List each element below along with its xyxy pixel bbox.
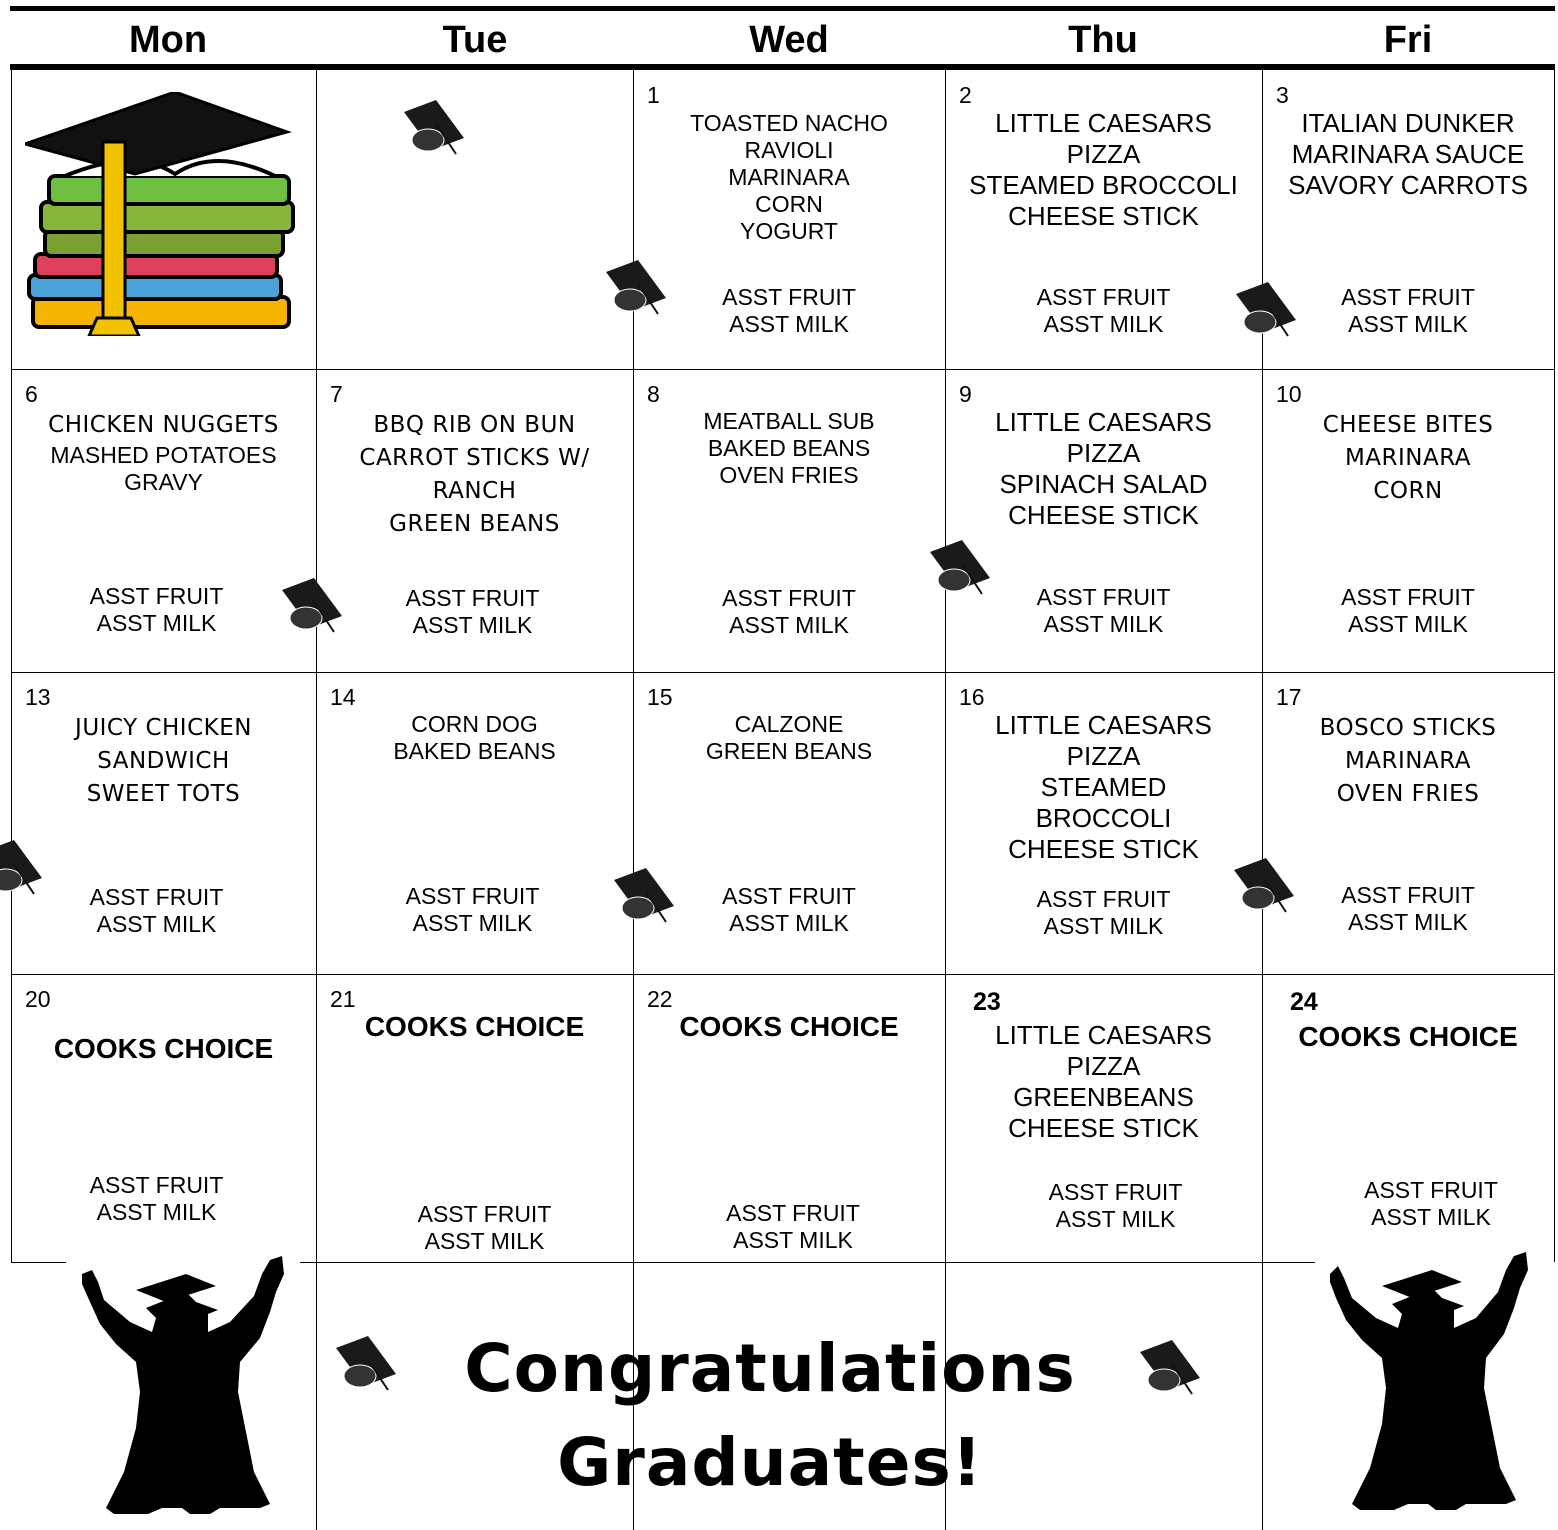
- menu-item: PIZZA: [1066, 1051, 1141, 1081]
- day-cell: [945, 369, 1262, 672]
- sides-list: [1262, 584, 1554, 638]
- entree-list: [945, 710, 1262, 865]
- day-number: 22: [647, 986, 673, 1012]
- day-header-wed: Wed: [749, 19, 829, 61]
- menu-item: CORN: [1373, 478, 1443, 504]
- day-cell: [633, 369, 945, 672]
- day-number: 6: [25, 381, 38, 407]
- menu-item: BAKED BEANS: [707, 435, 871, 461]
- menu-item: SPINACH SALAD: [999, 469, 1208, 499]
- day-cell: [316, 672, 633, 974]
- day-number: 3: [1276, 82, 1289, 108]
- entree-list: [1262, 712, 1554, 811]
- menu-item: OVEN FRIES: [719, 462, 859, 488]
- side-item: ASST FRUIT: [1036, 886, 1171, 912]
- menu-item: PIZZA: [1066, 741, 1141, 771]
- entree-list: [1262, 108, 1554, 201]
- menu-item: BROCCOLI: [1035, 803, 1172, 833]
- menu-item: BOSCO STICKS: [1319, 715, 1497, 741]
- sides-list: [0, 583, 316, 637]
- menu-item: GREEN BEANS: [389, 511, 560, 537]
- side-item: ASST MILK: [412, 910, 533, 936]
- side-item: ASST MILK: [729, 311, 849, 337]
- menu-item: ITALIAN DUNKER: [1301, 108, 1515, 138]
- menu-item: MARINARA: [1344, 445, 1472, 471]
- banner-line: Congratulations: [464, 1330, 1076, 1407]
- side-item: ASST MILK: [1371, 1204, 1491, 1230]
- entree-list: [945, 108, 1262, 232]
- day-cell: [316, 369, 633, 672]
- menu-item: COOKS CHOICE: [364, 1011, 585, 1042]
- day-cell: [945, 70, 1262, 369]
- menu-item: MEATBALL SUB: [703, 408, 875, 434]
- sides-list: [1262, 882, 1554, 936]
- menu-item: SANDWICH: [97, 748, 230, 774]
- sides-list: [1308, 1177, 1554, 1231]
- entree-list: [633, 711, 945, 765]
- menu-item: BAKED BEANS: [393, 738, 556, 764]
- day-number: 2: [959, 82, 972, 108]
- side-item: ASST FRUIT: [417, 1201, 552, 1227]
- menu-item: STEAMED BROCCOLI: [969, 170, 1238, 200]
- menu-item: SAVORY CARROTS: [1288, 170, 1528, 200]
- menu-item: LITTLE CAESARS: [995, 710, 1212, 740]
- menu-item: CARROT STICKS W/: [359, 445, 590, 471]
- menu-item: JUICY CHICKEN: [75, 715, 252, 741]
- sides-list: [1262, 284, 1554, 338]
- graduate-silhouette-icon: [70, 1252, 300, 1524]
- side-item: ASST FRUIT: [1036, 284, 1171, 310]
- menu-item: TOASTED NACHO: [690, 110, 888, 136]
- side-item: ASST MILK: [1043, 311, 1164, 337]
- day-number: 14: [330, 684, 356, 710]
- day-cell-empty: [11, 70, 316, 369]
- day-header-mon: Mon: [128, 19, 208, 61]
- sides-list: [945, 886, 1262, 940]
- day-cell: [633, 974, 945, 1262]
- side-item: ASST FRUIT: [1341, 882, 1475, 908]
- day-header-fri: Fri: [1383, 19, 1433, 61]
- day-cell: [945, 974, 1262, 1262]
- menu-item: STEAMED: [1040, 772, 1167, 802]
- congratulations-banner: [400, 1322, 1140, 1510]
- side-item: ASST MILK: [1348, 909, 1468, 935]
- side-item: ASST FRUIT: [89, 884, 224, 910]
- graduation-cap-icon: [330, 1334, 402, 1398]
- menu-item: COOKS CHOICE: [1298, 1021, 1518, 1052]
- side-item: ASST FRUIT: [1341, 584, 1475, 610]
- day-number: 16: [959, 684, 985, 710]
- entree-list: [1262, 1020, 1554, 1054]
- side-item: ASST FRUIT: [405, 585, 540, 611]
- day-number: 23: [973, 988, 1001, 1016]
- day-number: 7: [330, 381, 343, 407]
- side-item: ASST MILK: [729, 612, 849, 638]
- day-number: 10: [1276, 381, 1302, 407]
- menu-item: GREENBEANS: [1013, 1082, 1194, 1112]
- day-cell: [11, 369, 316, 672]
- menu-item: OVEN FRIES: [1336, 781, 1480, 807]
- side-item: ASST MILK: [96, 1199, 217, 1225]
- side-item: ASST FRUIT: [722, 883, 856, 909]
- side-item: ASST MILK: [1348, 611, 1468, 637]
- menu-item: CORN DOG: [411, 711, 538, 737]
- menu-item: CORN: [755, 191, 823, 217]
- side-item: ASST MILK: [733, 1227, 853, 1253]
- side-item: ASST MILK: [1348, 311, 1468, 337]
- day-cell: [1262, 70, 1554, 369]
- menu-item: BBQ RIB ON BUN: [373, 412, 576, 438]
- sides-list: [336, 1201, 633, 1255]
- banner-line: Graduates!: [557, 1424, 983, 1501]
- menu-item: MARINARA: [728, 164, 850, 190]
- menu-item: GRAVY: [124, 469, 203, 495]
- entree-list: [633, 110, 945, 245]
- entree-list: [316, 1010, 633, 1044]
- menu-item: YOGURT: [740, 218, 838, 244]
- menu-item: SWEET TOTS: [86, 781, 241, 807]
- sides-list: [312, 585, 633, 639]
- day-number: 15: [647, 684, 673, 710]
- sides-list: [0, 1172, 316, 1226]
- side-item: ASST MILK: [1055, 1206, 1176, 1232]
- day-number: 9: [959, 381, 972, 407]
- side-item: ASST MILK: [729, 910, 849, 936]
- side-item: ASST FRUIT: [1036, 584, 1171, 610]
- day-cell: [1262, 974, 1554, 1262]
- side-item: ASST MILK: [1043, 913, 1164, 939]
- day-cell: [11, 974, 316, 1262]
- side-item: ASST FRUIT: [405, 883, 540, 909]
- graduation-cap-icon: [600, 258, 672, 322]
- menu-item: CALZONE: [734, 711, 844, 737]
- entree-list: [1262, 409, 1554, 508]
- day-cell: [945, 672, 1262, 974]
- menu-item: COOKS CHOICE: [679, 1011, 899, 1042]
- entree-list: [633, 408, 945, 489]
- entree-list: [316, 409, 633, 541]
- side-item: ASST MILK: [96, 911, 217, 937]
- day-cell: [11, 672, 316, 974]
- side-item: ASST FRUIT: [1048, 1179, 1183, 1205]
- menu-item: MASHED POTATOES: [50, 442, 277, 468]
- sides-list: [633, 284, 945, 338]
- day-number: 1: [647, 82, 660, 108]
- menu-item: CHICKEN NUGGETS: [48, 412, 279, 438]
- grid-line: [1554, 70, 1555, 1262]
- grid-line: [11, 1262, 66, 1263]
- day-header-tue: Tue: [442, 19, 508, 61]
- graduation-cap-icon: [0, 838, 48, 902]
- entree-list: [11, 1032, 316, 1066]
- menu-item: CHEESE STICK: [1008, 1113, 1199, 1143]
- menu-item: GREEN BEANS: [705, 738, 873, 764]
- side-item: ASST FRUIT: [1364, 1177, 1498, 1203]
- menu-item: PIZZA: [1066, 438, 1141, 468]
- graduation-cap-icon: [1134, 1338, 1206, 1402]
- day-number: 24: [1290, 988, 1318, 1016]
- entree-list: [11, 409, 316, 496]
- day-number: 17: [1276, 684, 1302, 710]
- menu-item: MARINARA: [1344, 748, 1472, 774]
- sides-list: [312, 883, 633, 937]
- side-item: ASST FRUIT: [726, 1200, 860, 1226]
- entree-list: [316, 711, 633, 765]
- menu-item: CHEESE BITES: [1322, 412, 1494, 438]
- side-item: ASST MILK: [424, 1228, 545, 1254]
- menu-item: LITTLE CAESARS: [995, 108, 1212, 138]
- day-number: 21: [330, 986, 356, 1012]
- books-with-cap-icon: [25, 92, 301, 336]
- day-number: 13: [25, 684, 51, 710]
- entree-list: [633, 1010, 945, 1044]
- side-item: ASST FRUIT: [1341, 284, 1475, 310]
- grid-line: [300, 1262, 1315, 1263]
- menu-item: RANCH: [432, 478, 517, 504]
- graduate-silhouette-icon: [1316, 1246, 1546, 1518]
- menu-item: CHEESE STICK: [1008, 834, 1199, 864]
- graduation-cap-icon: [608, 866, 680, 930]
- sides-list: [969, 1179, 1262, 1233]
- day-cell-empty: [316, 70, 633, 369]
- day-cell: [1262, 672, 1554, 974]
- menu-item: CHEESE STICK: [1008, 201, 1199, 231]
- sides-list: [633, 585, 945, 639]
- graduation-cap-icon: [276, 576, 348, 640]
- side-item: ASST MILK: [96, 610, 217, 636]
- menu-item: LITTLE CAESARS: [995, 407, 1212, 437]
- sides-list: [641, 1200, 945, 1254]
- day-cell: [316, 974, 633, 1262]
- sides-list: [945, 284, 1262, 338]
- menu-item: LITTLE CAESARS: [995, 1020, 1212, 1050]
- graduation-cap-icon: [398, 98, 470, 162]
- day-number: 20: [25, 986, 51, 1012]
- entree-list: [11, 712, 316, 811]
- side-item: ASST FRUIT: [722, 585, 856, 611]
- day-cell: [1262, 369, 1554, 672]
- entree-list: [945, 1020, 1262, 1144]
- menu-item: CHEESE STICK: [1008, 500, 1199, 530]
- graduation-cap-icon: [1230, 280, 1302, 344]
- side-item: ASST MILK: [412, 612, 533, 638]
- menu-item: RAVIOLI: [744, 137, 834, 163]
- graduation-cap-icon: [924, 538, 996, 602]
- day-header-thu: Thu: [1068, 19, 1138, 61]
- side-item: ASST MILK: [1043, 611, 1164, 637]
- day-cell: [633, 70, 945, 369]
- menu-item: MARINARA SAUCE: [1291, 139, 1525, 169]
- menu-item: PIZZA: [1066, 139, 1141, 169]
- header-top-rule: [10, 6, 1555, 11]
- entree-list: [945, 407, 1262, 531]
- side-item: ASST FRUIT: [89, 1172, 224, 1198]
- graduation-cap-icon: [1228, 856, 1300, 920]
- side-item: ASST FRUIT: [722, 284, 856, 310]
- day-number: 8: [647, 381, 660, 407]
- menu-item: COOKS CHOICE: [53, 1033, 274, 1064]
- side-item: ASST FRUIT: [89, 583, 224, 609]
